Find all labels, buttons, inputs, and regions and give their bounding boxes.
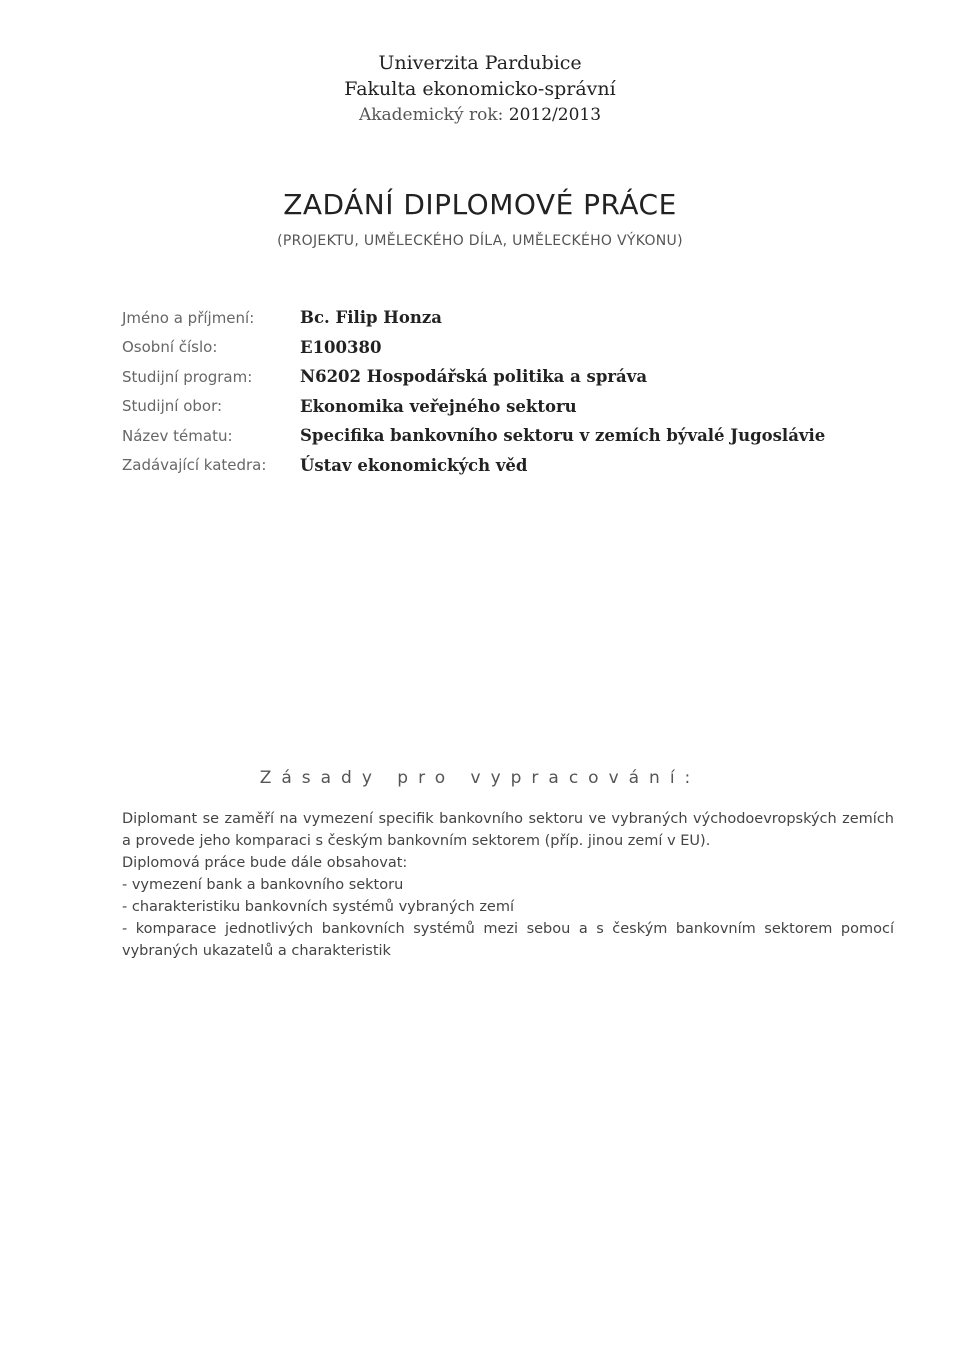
info-value: N6202 Hospodářská politika a správa	[300, 367, 648, 387]
info-label: Název tématu:	[122, 426, 233, 445]
principles-paragraph: Diplomová práce bude dále obsahovat:	[122, 855, 408, 871]
info-label: Studijní obor:	[122, 397, 223, 416]
info-row-topic	[122, 421, 912, 451]
faculty-name: Fakulta ekonomicko-správní	[344, 78, 616, 100]
list-item: - vymezení bank a bankovního sektoru	[122, 877, 404, 893]
academic-year-label: Akademický rok:	[358, 105, 504, 125]
document-title: ZADÁNÍ DIPLOMOVÉ PRÁCE	[283, 188, 677, 221]
principles-paragraph: Diplomant se zaměří na vymezení specifik bankovního sektoru ve vybraných východoevropských zemích a provede jeho komparaci s českým bankovním sektorem (příp. jinou zemí v EU).	[122, 811, 894, 849]
info-label: Zadávající katedra:	[122, 456, 267, 475]
info-value: Bc. Filip Honza	[300, 308, 442, 328]
info-label: Osobní číslo:	[122, 338, 218, 357]
info-row-study-field	[122, 392, 912, 422]
info-label: Studijní program:	[122, 367, 253, 386]
info-row-department	[122, 451, 912, 481]
header	[0, 50, 960, 128]
info-label: Jméno a příjmení:	[122, 308, 255, 327]
info-value: Ekonomika veřejného sektoru	[300, 396, 577, 416]
list-item: - charakteristiku bankovních systémů vybraných zemí	[122, 899, 515, 915]
principles-body	[122, 808, 894, 962]
document-subtitle: (PROJEKTU, UMĚLECKÉHO DÍLA, UMĚLECKÉHO VÝKONU)	[277, 233, 683, 249]
info-value: Specifika bankovního sektoru v zemích bývalé Jugoslávie	[300, 426, 826, 446]
info-value: E100380	[300, 337, 382, 357]
info-row-name	[122, 303, 912, 333]
info-value: Ústav ekonomických věd	[300, 455, 528, 475]
university-name: Univerzita Pardubice	[378, 52, 582, 74]
academic-year-value: 2012/2013	[508, 105, 602, 125]
info-row-study-program	[122, 362, 912, 392]
academic-year	[0, 102, 960, 128]
list-item: - komparace jednotlivých bankovních systémů mezi sebou a s českým bankovním sektorem pomocí vybraných ukazatelů a charakteristik	[122, 921, 894, 959]
principles-heading: Zásady pro vypracování:	[259, 768, 701, 788]
info-row-personal-number	[122, 333, 912, 363]
info-table	[122, 303, 912, 480]
